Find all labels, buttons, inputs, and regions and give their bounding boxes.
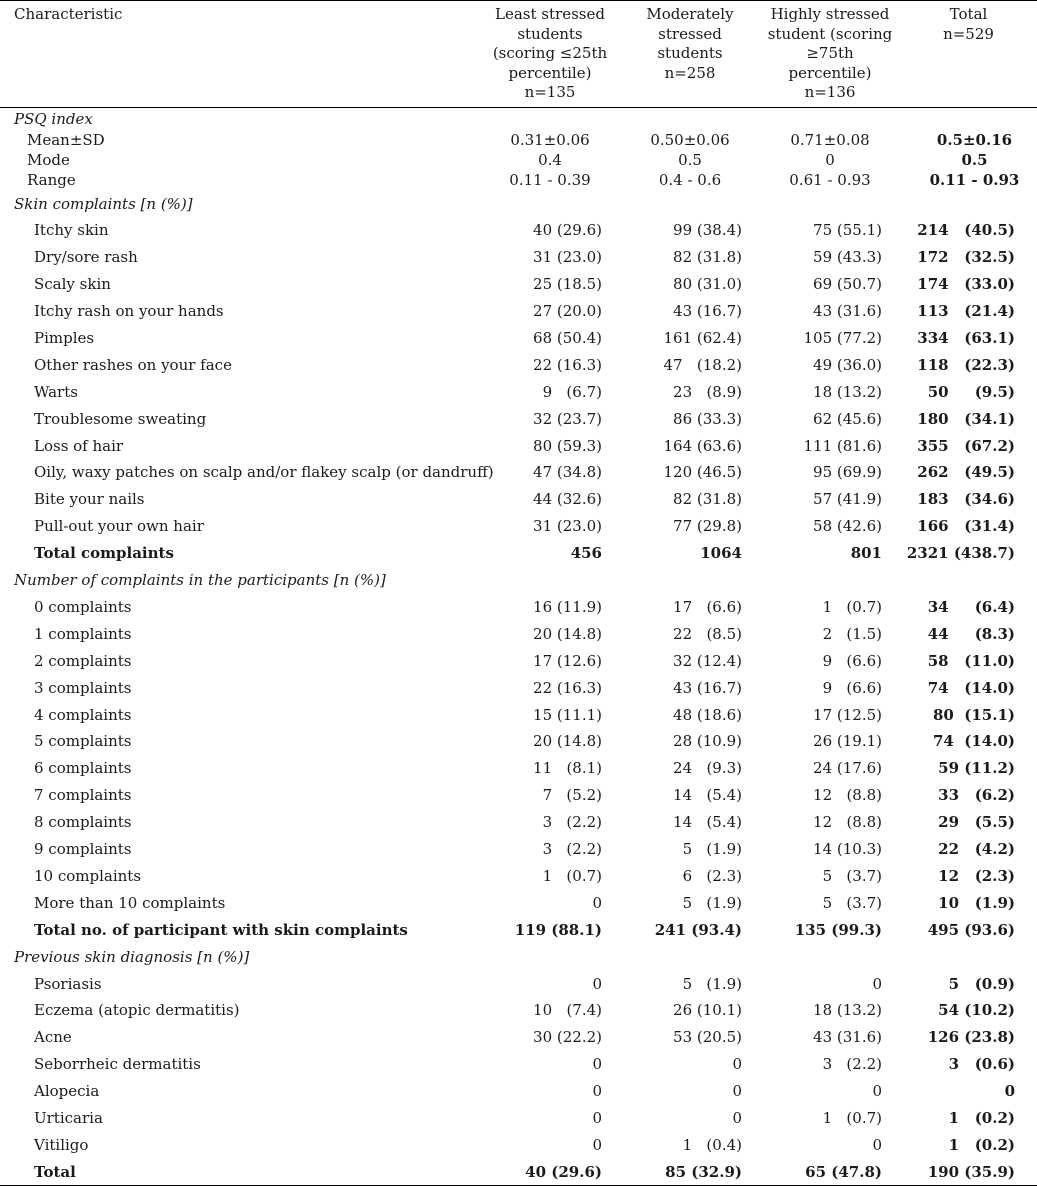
- row-label: Bite your nails: [34, 490, 145, 509]
- cell-col4: 0.11 - 0.93: [929, 171, 1020, 189]
- cell-col3: 105 (77.2): [803, 329, 882, 347]
- cell-col4: 33 (6.2): [938, 786, 1015, 805]
- cell-col2: 5 (1.9): [682, 840, 742, 859]
- cell-col2: 14 (5.4): [673, 813, 742, 832]
- cell-col3: 18 (13.2): [813, 1001, 882, 1020]
- cell-col1: 40 (29.6): [525, 1162, 602, 1181]
- cell-col1: 22 (16.3): [533, 678, 602, 697]
- row-label: Oily, waxy patches on scalp and/or flakey scalp (or dandruff): [34, 463, 494, 482]
- cell-col2: 23 (8.9): [673, 382, 742, 401]
- row-label: 6 complaints: [34, 759, 132, 778]
- cell-col2: 241 (93.4): [654, 920, 742, 939]
- row-label: Loss of hair: [34, 436, 124, 455]
- cell-col3: 3 (2.2): [822, 1055, 882, 1074]
- cell-col1: 0: [592, 1082, 602, 1101]
- cell-col3: 65 (47.8): [805, 1162, 882, 1181]
- cell-col4: 1 (0.2): [948, 1109, 1015, 1128]
- table-row: [0, 836, 1037, 863]
- header-total: [900, 1, 1037, 108]
- row-label: Total complaints: [34, 544, 174, 563]
- cell-col3: 1 (0.7): [822, 1109, 882, 1128]
- table-body: [0, 107, 1037, 1185]
- row-label: 9 complaints: [34, 840, 132, 859]
- cell-col3: 2 (1.5): [822, 624, 882, 643]
- row-label: Troublesome sweating: [34, 409, 207, 428]
- cell-col2: 0: [732, 1109, 742, 1128]
- skin-complaints-section-heading: [0, 190, 1037, 217]
- cell-col1: 40 (29.6): [533, 221, 602, 240]
- cell-col2: 82 (31.8): [673, 490, 742, 509]
- cell-col4: 2321 (438.7): [906, 544, 1015, 563]
- row-label: 8 complaints: [34, 813, 132, 832]
- cell-col3: 0.71±0.08: [790, 131, 870, 149]
- row-label: 3 complaints: [34, 678, 132, 697]
- cell-col1: 0: [592, 974, 602, 993]
- cell-col3: 26 (19.1): [813, 732, 882, 751]
- cell-col4: 190 (35.9): [927, 1162, 1015, 1181]
- cell-col4: 214 (40.5): [917, 221, 1015, 240]
- row-label: Vitiligo: [34, 1135, 89, 1154]
- cell-col2: 47 (18.2): [663, 355, 742, 374]
- row-label: Pull-out your own hair: [34, 517, 204, 536]
- cell-col4: 495 (93.6): [927, 920, 1015, 939]
- cell-col4: 80 (15.1): [932, 705, 1015, 724]
- cell-col3: 62 (45.6): [813, 409, 882, 428]
- number-of-complaints-section-heading: [0, 567, 1037, 594]
- header-characteristic: Characteristic: [14, 5, 123, 23]
- cell-col4: 3 (0.6): [948, 1055, 1015, 1074]
- cell-col2: 5 (1.9): [682, 893, 742, 912]
- cell-col2: 0.4 - 0.6: [658, 171, 722, 189]
- cell-col4: 183 (34.6): [917, 490, 1015, 509]
- row-label: 5 complaints: [34, 732, 132, 751]
- table-row: [0, 674, 1037, 701]
- table-row: [0, 325, 1037, 352]
- cell-col4: 355 (67.2): [917, 436, 1015, 455]
- cell-col2: 82 (31.8): [673, 248, 742, 267]
- header-moderately-stressed-n: n=258: [664, 63, 716, 82]
- cell-col3: 12 (8.8): [813, 786, 882, 805]
- table-row: [0, 432, 1037, 459]
- diagnosis-total-row: [0, 1158, 1037, 1185]
- row-label: Other rashes on your face: [34, 355, 232, 374]
- header-total-label: Total: [949, 5, 988, 23]
- cell-col1: 30 (22.2): [533, 1028, 602, 1047]
- cell-col3: 24 (17.6): [813, 759, 882, 778]
- row-label: Alopecia: [34, 1082, 100, 1101]
- cell-col3: 58 (42.6): [813, 517, 882, 536]
- cell-col4: 74 (14.0): [932, 732, 1015, 751]
- cell-col3: 18 (13.2): [813, 382, 882, 401]
- table-row: [0, 647, 1037, 674]
- cell-col1: 0: [592, 1135, 602, 1154]
- cell-col2: 53 (20.5): [673, 1028, 742, 1047]
- cell-col1: 0.4: [538, 151, 562, 169]
- cell-col1: 31 (23.0): [533, 248, 602, 267]
- cell-col2: 99 (38.4): [673, 221, 742, 240]
- cell-col1: 11 (8.1): [533, 759, 602, 778]
- cell-col3: 9 (6.6): [822, 678, 882, 697]
- cell-col2: 0.5: [678, 151, 702, 169]
- cell-col3: 14 (10.3): [813, 840, 882, 859]
- cell-col2: 26 (10.1): [673, 1001, 742, 1020]
- cell-col4: 54 (10.2): [938, 1001, 1015, 1020]
- cell-col1: 44 (32.6): [533, 490, 602, 509]
- table-row: [0, 217, 1037, 244]
- cell-col3: 111 (81.6): [803, 436, 882, 455]
- cell-col3: 17 (12.5): [813, 705, 882, 724]
- table-row: [0, 486, 1037, 513]
- table-row: [0, 351, 1037, 378]
- cell-col4: 0.5: [961, 151, 988, 169]
- cell-col2: 32 (12.4): [673, 651, 742, 670]
- cell-col4: 1 (0.2): [948, 1135, 1015, 1154]
- cell-col4: 10 (1.9): [938, 893, 1015, 912]
- header-least-stressed-label: Least stressed students (scoring ≤25th percentile): [492, 5, 608, 82]
- cell-col4: 44 (8.3): [927, 624, 1015, 643]
- cell-col1: 68 (50.4): [533, 329, 602, 347]
- row-label: Psoriasis: [34, 974, 102, 993]
- table-row: [0, 271, 1037, 298]
- cell-col1: 15 (11.1): [533, 705, 602, 724]
- previous-diagnosis-section-title: Previous skin diagnosis [n (%)]: [14, 947, 250, 966]
- row-label: More than 10 complaints: [34, 893, 226, 912]
- cell-col1: 1 (0.7): [542, 866, 602, 885]
- cell-col4: 29 (5.5): [938, 813, 1015, 832]
- cell-col4: 0: [1004, 1082, 1015, 1101]
- cell-col4: 126 (23.8): [927, 1028, 1015, 1047]
- cell-col3: 0: [872, 1082, 882, 1101]
- cell-col1: 0.11 - 0.39: [509, 171, 591, 189]
- header-highly-stressed-n: n=136: [804, 83, 856, 101]
- row-label: Total: [34, 1162, 76, 1181]
- cell-col1: 3 (2.2): [542, 813, 602, 832]
- table-row: [0, 782, 1037, 809]
- skin-complaints-total-row: [0, 540, 1037, 567]
- cell-col2: 161 (62.4): [663, 329, 742, 347]
- row-label: 10 complaints: [34, 866, 142, 885]
- cell-col2: 80 (31.0): [673, 275, 742, 294]
- cell-col3: 0: [825, 151, 835, 169]
- cell-col2: 164 (63.6): [663, 436, 742, 455]
- cell-col1: 31 (23.0): [533, 517, 602, 536]
- cell-col3: 5 (3.7): [822, 866, 882, 885]
- cell-col4: 0.5±0.16: [936, 131, 1013, 149]
- cell-col2: 85 (32.9): [665, 1162, 742, 1181]
- header-highly-stressed-label: Highly stressed student (scoring ≥75th percentile): [767, 5, 893, 82]
- cell-col3: 12 (8.8): [813, 813, 882, 832]
- cell-col4: 12 (2.3): [938, 866, 1015, 885]
- cell-col2: 1 (0.4): [682, 1135, 742, 1154]
- table-row: [0, 620, 1037, 647]
- cell-col3: 0: [872, 1135, 882, 1154]
- row-label: Mode: [27, 151, 70, 169]
- table-row: [0, 378, 1037, 405]
- cell-col1: 3 (2.2): [542, 840, 602, 859]
- cell-col3: 57 (41.9): [813, 490, 882, 509]
- skin-complaints-section-title: Skin complaints [n (%)]: [14, 194, 193, 213]
- cell-col2: 0: [732, 1055, 742, 1074]
- header-least-stressed: [480, 1, 620, 108]
- cell-col2: 6 (2.3): [682, 866, 742, 885]
- row-label: Itchy rash on your hands: [34, 302, 224, 321]
- row-label: 4 complaints: [34, 705, 132, 724]
- cell-col2: 1064: [700, 544, 742, 563]
- cell-col1: 17 (12.6): [533, 651, 602, 670]
- cell-col3: 0: [872, 974, 882, 993]
- row-label: Warts: [34, 382, 78, 401]
- row-label: Range: [27, 171, 76, 189]
- participants-total-row: [0, 916, 1037, 943]
- row-label: 0 complaints: [34, 598, 132, 617]
- cell-col1: 32 (23.7): [533, 409, 602, 428]
- cell-col3: 0.61 - 0.93: [789, 171, 871, 189]
- cell-col1: 0: [592, 893, 602, 912]
- row-label: 1 complaints: [34, 624, 132, 643]
- cell-col3: 69 (50.7): [813, 275, 882, 294]
- cell-col4: 22 (4.2): [938, 840, 1015, 859]
- cell-col3: 43 (31.6): [813, 1028, 882, 1047]
- table-row: [0, 889, 1037, 916]
- header-moderately-stressed-label: Moderately stressed students: [646, 5, 734, 62]
- cell-col3: 135 (99.3): [794, 920, 882, 939]
- psq-index-section-title: PSQ index: [14, 109, 93, 128]
- table-row: [0, 1078, 1037, 1105]
- row-label: Itchy skin: [34, 221, 109, 240]
- table-row: [0, 594, 1037, 621]
- table-row: [0, 862, 1037, 889]
- cell-col1: 7 (5.2): [542, 786, 602, 805]
- table-row: [0, 459, 1037, 486]
- row-label: Scaly skin: [34, 275, 111, 294]
- table-row: [0, 755, 1037, 782]
- cell-col2: 28 (10.9): [673, 732, 742, 751]
- cell-col2: 0: [732, 1082, 742, 1101]
- cell-col2: 22 (8.5): [673, 624, 742, 643]
- header-highly-stressed: [760, 1, 900, 108]
- cell-col3: 49 (36.0): [813, 355, 882, 374]
- cell-col4: 262 (49.5): [917, 463, 1015, 482]
- cell-col2: 48 (18.6): [673, 705, 742, 724]
- number-of-complaints-section-title: Number of complaints in the participants [n (%)]: [14, 571, 386, 590]
- table-row: [0, 405, 1037, 432]
- table-row: [0, 244, 1037, 271]
- cell-col4: 334 (63.1): [917, 329, 1015, 347]
- cell-col3: 95 (69.9): [813, 463, 882, 482]
- cell-col2: 5 (1.9): [682, 974, 742, 993]
- cell-col2: 120 (46.5): [663, 463, 742, 482]
- header-total-n: n=529: [943, 24, 994, 43]
- table-row: [0, 513, 1037, 540]
- table-row: [0, 1132, 1037, 1159]
- cell-col4: 118 (22.3): [917, 355, 1015, 374]
- cell-col1: 456: [570, 544, 602, 563]
- cell-col1: 9 (6.7): [542, 382, 602, 401]
- cell-col1: 25 (18.5): [533, 275, 602, 294]
- cell-col3: 59 (43.3): [813, 248, 882, 267]
- cell-col2: 24 (9.3): [673, 759, 742, 778]
- row-label: Dry/sore rash: [34, 248, 138, 267]
- cell-col1: 16 (11.9): [533, 598, 602, 617]
- cell-col1: 27 (20.0): [533, 302, 602, 321]
- psq-index-section-heading: [0, 107, 1037, 130]
- header-moderately-stressed: [620, 1, 760, 108]
- cell-col1: 80 (59.3): [533, 436, 602, 455]
- cell-col4: 180 (34.1): [917, 409, 1015, 428]
- cell-col3: 43 (31.6): [813, 302, 882, 321]
- psq-row: [0, 130, 1037, 150]
- row-label: Seborrheic dermatitis: [34, 1055, 201, 1074]
- cell-col3: 75 (55.1): [813, 221, 882, 240]
- cell-col1: 20 (14.8): [533, 624, 602, 643]
- header-least-stressed-n: n=135: [524, 83, 576, 101]
- row-label: Eczema (atopic dermatitis): [34, 1001, 240, 1020]
- cell-col3: 9 (6.6): [822, 651, 882, 670]
- table-row: [0, 970, 1037, 997]
- table-header-row: [0, 1, 1037, 108]
- cell-col4: 172 (32.5): [917, 248, 1015, 267]
- cell-col4: 174 (33.0): [917, 275, 1015, 294]
- cell-col1: 0: [592, 1055, 602, 1074]
- cell-col2: 17 (6.6): [673, 598, 742, 617]
- cell-col2: 86 (33.3): [673, 409, 742, 428]
- cell-col4: 166 (31.4): [917, 517, 1015, 536]
- cell-col2: 43 (16.7): [673, 302, 742, 321]
- cell-col1: 47 (34.8): [533, 463, 602, 482]
- cell-col4: 34 (6.4): [927, 598, 1015, 617]
- previous-diagnosis-section-heading: [0, 943, 1037, 970]
- psq-row: [0, 150, 1037, 170]
- cell-col2: 0.50±0.06: [650, 131, 730, 149]
- row-label: Pimples: [34, 329, 95, 347]
- row-label: 2 complaints: [34, 651, 132, 670]
- cell-col4: 59 (11.2): [938, 759, 1015, 778]
- cell-col1: 10 (7.4): [533, 1001, 602, 1020]
- table-row: [0, 728, 1037, 755]
- cell-col3: 801: [850, 544, 882, 563]
- cell-col2: 14 (5.4): [673, 786, 742, 805]
- cell-col1: 0: [592, 1109, 602, 1128]
- table-row: [0, 1105, 1037, 1132]
- row-label: Acne: [34, 1028, 72, 1047]
- psq-row: [0, 170, 1037, 190]
- cell-col1: 119 (88.1): [514, 920, 602, 939]
- table-row: [0, 701, 1037, 728]
- cell-col1: 22 (16.3): [533, 355, 602, 374]
- cell-col4: 113 (21.4): [917, 302, 1015, 321]
- cell-col2: 77 (29.8): [673, 517, 742, 536]
- table-row: [0, 809, 1037, 836]
- cell-col1: 20 (14.8): [533, 732, 602, 751]
- cell-col3: 1 (0.7): [822, 598, 882, 617]
- cell-col4: 50 (9.5): [927, 382, 1015, 401]
- table-row: [0, 1024, 1037, 1051]
- table-row: [0, 298, 1037, 325]
- table-row: [0, 1051, 1037, 1078]
- row-label: Urticaria: [34, 1109, 103, 1128]
- cell-col4: 74 (14.0): [927, 678, 1015, 697]
- cell-col4: 58 (11.0): [927, 651, 1015, 670]
- row-label: Total no. of participant with skin complaints: [34, 920, 408, 939]
- cell-col2: 43 (16.7): [673, 678, 742, 697]
- cell-col1: 0.31±0.06: [510, 131, 590, 149]
- cell-col3: 5 (3.7): [822, 893, 882, 912]
- cell-col4: 5 (0.9): [948, 974, 1015, 993]
- row-label: 7 complaints: [34, 786, 132, 805]
- row-label: Mean±SD: [27, 131, 105, 149]
- table-row: [0, 997, 1037, 1024]
